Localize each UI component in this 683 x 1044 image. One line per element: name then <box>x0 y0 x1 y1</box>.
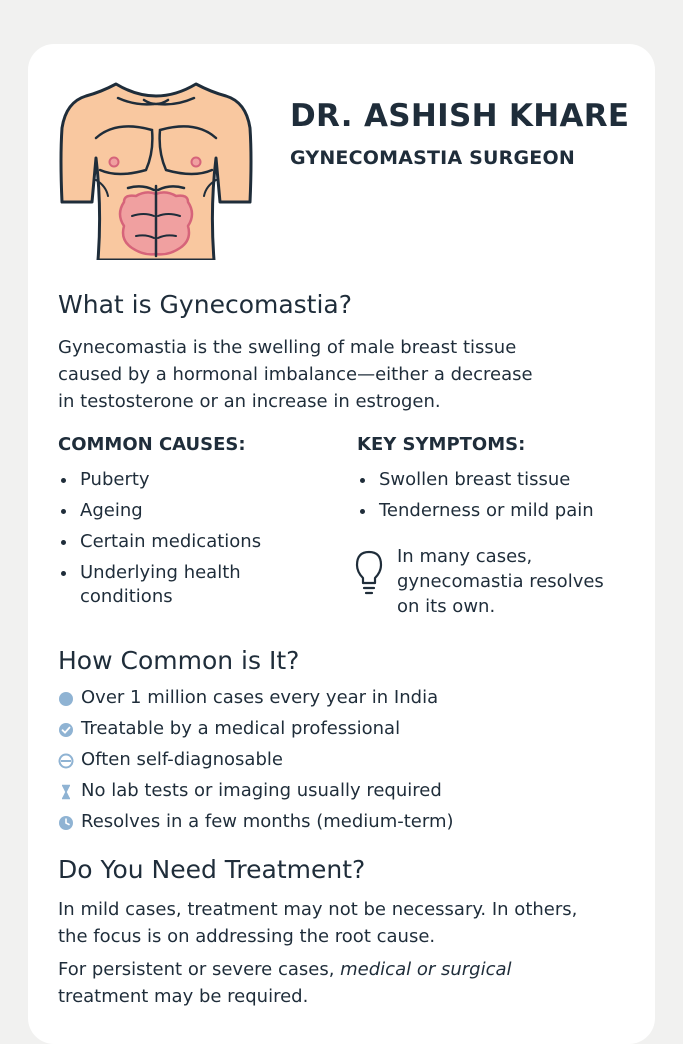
lightbulb-icon <box>355 550 383 596</box>
treatment-line <box>58 956 633 983</box>
what-is-line: Gynecomastia is the swelling of male breast tissue <box>58 337 517 358</box>
how-common-heading: How Common is It? <box>58 646 300 675</box>
fact-text: Resolves in a few months (medium-term) <box>81 811 454 832</box>
hourglass-icon <box>58 784 74 800</box>
list-item <box>58 748 454 779</box>
treatment-line: In mild cases, treatment may not be necessary. In others, <box>58 899 578 920</box>
dot-icon <box>58 691 74 707</box>
doctor-name: DR. ASHISH KHARE <box>290 98 630 134</box>
what-is-line: caused by a hormonal imbalance—either a decrease <box>58 364 533 385</box>
list-item: Tenderness or mild pain <box>357 499 637 523</box>
fact-text: Treatable by a medical professional <box>81 718 401 739</box>
list-item <box>58 686 454 717</box>
list-item <box>58 810 454 841</box>
fact-text: Often self-diagnosable <box>81 749 283 770</box>
list-item: Ageing <box>58 499 318 523</box>
doctor-title: GYNECOMASTIA SURGEON <box>290 147 575 169</box>
list-item: Certain medications <box>58 530 318 554</box>
minus-circle-icon <box>58 753 74 769</box>
list-item <box>58 717 454 748</box>
symptoms-list <box>357 468 637 530</box>
list-item <box>58 779 454 810</box>
list-item: Swollen breast tissue <box>357 468 637 492</box>
tip-line: gynecomastia resolves <box>397 571 604 592</box>
what-is-heading: What is Gynecomastia? <box>58 290 353 319</box>
key-symptoms-heading: KEY SYMPTOMS: <box>357 434 526 455</box>
tip-line: on its own. <box>397 596 496 617</box>
fact-text: No lab tests or imaging usually required <box>81 780 442 801</box>
fact-text: Over 1 million cases every year in India <box>81 687 439 708</box>
list-item: Underlying health conditions <box>58 561 250 609</box>
treatment-heading: Do You Need Treatment? <box>58 855 366 884</box>
what-is-line: in testosterone or an increase in estrogen. <box>58 391 441 412</box>
tip-line: In many cases, <box>397 546 533 567</box>
what-is-paragraph <box>58 334 633 415</box>
check-icon <box>58 722 74 738</box>
treatment-line: treatment may be required. <box>58 986 309 1007</box>
treatment-line: the focus is on addressing the root cause. <box>58 926 436 947</box>
clock-icon <box>58 815 74 831</box>
treatment-paragraph-2 <box>58 956 633 1010</box>
list-item: Puberty <box>58 468 318 492</box>
male-torso-illustration <box>56 78 256 260</box>
treatment-emphasis: medical or surgical <box>340 959 512 980</box>
common-causes-heading: COMMON CAUSES: <box>58 434 246 455</box>
tip-text <box>397 544 637 619</box>
facts-list <box>58 686 454 841</box>
treatment-text: For persistent or severe cases, <box>58 959 341 980</box>
causes-list <box>58 468 318 616</box>
treatment-paragraph-1 <box>58 896 633 950</box>
